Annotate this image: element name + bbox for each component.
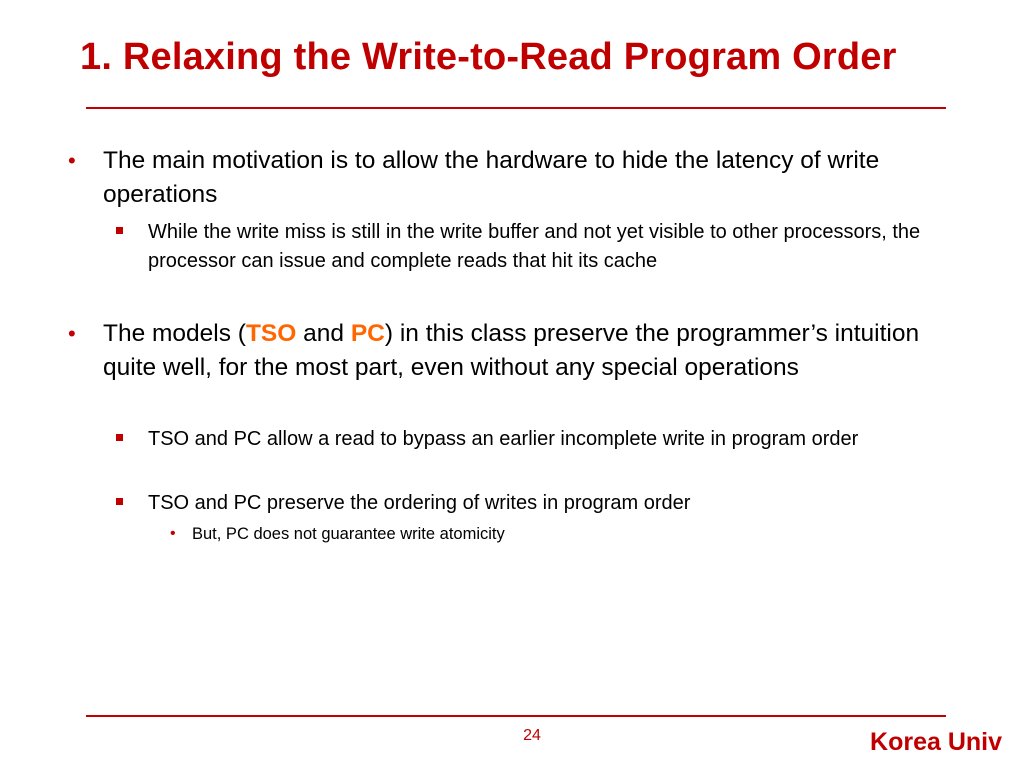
round-bullet-icon: • xyxy=(68,321,76,346)
sub-bullet-item xyxy=(148,425,958,454)
sub-sub-bullet-text: But, PC does not guarantee write atomicity xyxy=(192,525,505,543)
square-bullet-icon xyxy=(116,227,123,234)
sub-bullet-text: TSO and PC allow a read to bypass an earlier incomplete write in program order xyxy=(148,428,859,450)
bullet-item xyxy=(68,144,963,212)
slide-title: 1. Relaxing the Write-to-Read Program Order xyxy=(80,36,897,78)
footer-divider xyxy=(86,715,946,717)
sub-bullet-text: While the write miss is still in the write buffer and not yet visible to other processors, the processor can issue and complete reads that hit its cache xyxy=(148,221,921,272)
round-bullet-icon: • xyxy=(68,148,76,173)
sub-bullet-text: TSO and PC preserve the ordering of writes in program order xyxy=(148,492,691,514)
footer-brand: Korea Univ xyxy=(870,728,1002,756)
sub-bullet-item xyxy=(148,489,958,518)
page-number: 24 xyxy=(523,727,541,744)
bullet-item xyxy=(68,317,963,385)
tso-highlight: TSO xyxy=(245,320,297,347)
sub-sub-bullet-item xyxy=(170,522,952,546)
title-divider xyxy=(86,107,946,109)
pc-highlight: PC xyxy=(350,320,385,347)
square-bullet-icon xyxy=(116,498,123,505)
bullet-text-after: ) in this class preserve the programmer’s intuition quite well, for the most part, even without any special operations xyxy=(103,320,920,381)
bullet-text-before: The models ( xyxy=(103,320,246,347)
bullet-text-middle: and xyxy=(296,320,351,347)
bullet-text: The main motivation is to allow the hardware to hide the latency of write operations xyxy=(103,147,880,208)
square-bullet-icon xyxy=(116,434,123,441)
round-bullet-icon: • xyxy=(170,525,176,542)
sub-bullet-item xyxy=(148,218,958,276)
